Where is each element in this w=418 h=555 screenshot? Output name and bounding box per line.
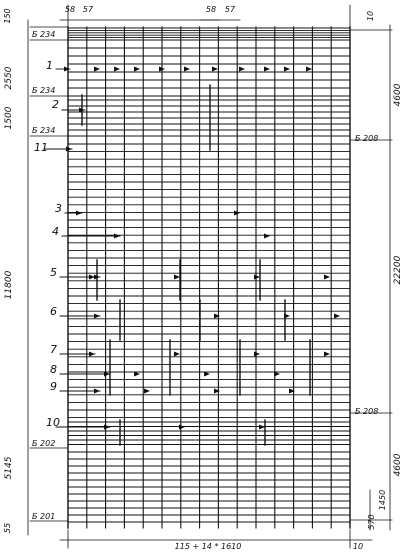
callout-number-4: 4 <box>52 225 59 238</box>
callout-number-5: 5 <box>50 266 57 279</box>
bar-arrows <box>44 67 340 446</box>
callout-arrowhead <box>104 425 110 430</box>
callout-number-2: 2 <box>52 98 59 111</box>
bar-arrowhead <box>144 389 150 394</box>
bar-arrowhead <box>184 67 190 72</box>
section-marker-b208-bottom: Б 208 <box>355 407 379 416</box>
callout-number-1: 1 <box>46 59 53 72</box>
top-dim-58-right: 58 <box>205 5 217 14</box>
bar-arrowhead <box>324 275 330 280</box>
bar-arrowhead <box>174 352 180 357</box>
right-dim-1450: 1450 <box>378 489 387 511</box>
right-dim-4600-bottom: 4600 <box>393 453 403 477</box>
bottom-dim-span: 115 + 14 * 1610 <box>174 542 242 551</box>
bar-arrowhead <box>324 352 330 357</box>
top-dim-58-left: 58 <box>64 5 76 14</box>
bar-arrowhead <box>214 389 220 394</box>
left-dim-5145: 5145 <box>4 456 14 480</box>
callout-arrowhead <box>64 67 70 72</box>
bar-arrowhead <box>259 425 265 430</box>
left-dim-2550: 2550 <box>4 66 14 90</box>
section-marker-b234-2: Б 234 <box>32 86 56 95</box>
rebar-grid <box>68 27 350 528</box>
top-right-dim-10: 10 <box>366 10 375 22</box>
left-dim-1500: 1500 <box>4 106 14 130</box>
section-marker-b234-3: Б 234 <box>32 126 56 135</box>
section-marker-b202: Б 202 <box>32 439 56 448</box>
bar-arrowhead <box>239 67 245 72</box>
callout-arrowhead <box>66 147 72 152</box>
bar-arrowhead <box>212 67 218 72</box>
bar-arrowhead <box>264 67 270 72</box>
top-dim-57-right: 57 <box>224 5 236 14</box>
section-marker-b201: Б 201 <box>32 512 56 521</box>
top-dim-57-left: 57 <box>82 5 94 14</box>
callout-arrowhead <box>94 314 100 319</box>
callout-number-6: 6 <box>50 305 57 318</box>
callout-number-10: 10 <box>46 416 60 429</box>
callout-arrowhead <box>89 352 95 357</box>
right-dim-4600-top: 4600 <box>393 83 403 107</box>
bar-arrowhead <box>179 425 185 430</box>
bar-arrowhead <box>94 67 100 72</box>
top-left-dim-150: 150 <box>3 8 12 24</box>
callout-arrowhead <box>94 389 100 394</box>
callout-number-8: 8 <box>50 363 57 376</box>
bottom-dim-10: 10 <box>352 542 364 551</box>
bar-arrowhead <box>214 314 220 319</box>
bar-arrowhead <box>174 275 180 280</box>
left-dim-11800: 11800 <box>4 270 14 300</box>
callout-number-3: 3 <box>55 202 62 215</box>
right-dim-570: 570 <box>367 514 376 530</box>
bar-arrowhead <box>284 67 290 72</box>
section-marker-b208-top: Б 208 <box>355 134 379 143</box>
callout-arrowhead <box>114 234 120 239</box>
bar-arrowhead <box>254 275 260 280</box>
bar-arrowhead <box>114 67 120 72</box>
right-dim-22200: 22200 <box>393 255 403 285</box>
section-marker-b234-1: Б 234 <box>32 30 56 39</box>
callout-number-9: 9 <box>50 380 57 393</box>
bar-arrowhead <box>264 234 270 239</box>
bar-arrowhead <box>254 352 260 357</box>
bar-arrowhead <box>306 67 312 72</box>
callout-arrowhead <box>76 211 82 216</box>
bar-arrowhead <box>334 314 340 319</box>
callout-number-11: 11 <box>34 141 48 154</box>
bar-arrowhead <box>134 67 140 72</box>
callout-number-7: 7 <box>50 343 57 356</box>
left-dim-55: 55 <box>3 522 12 534</box>
